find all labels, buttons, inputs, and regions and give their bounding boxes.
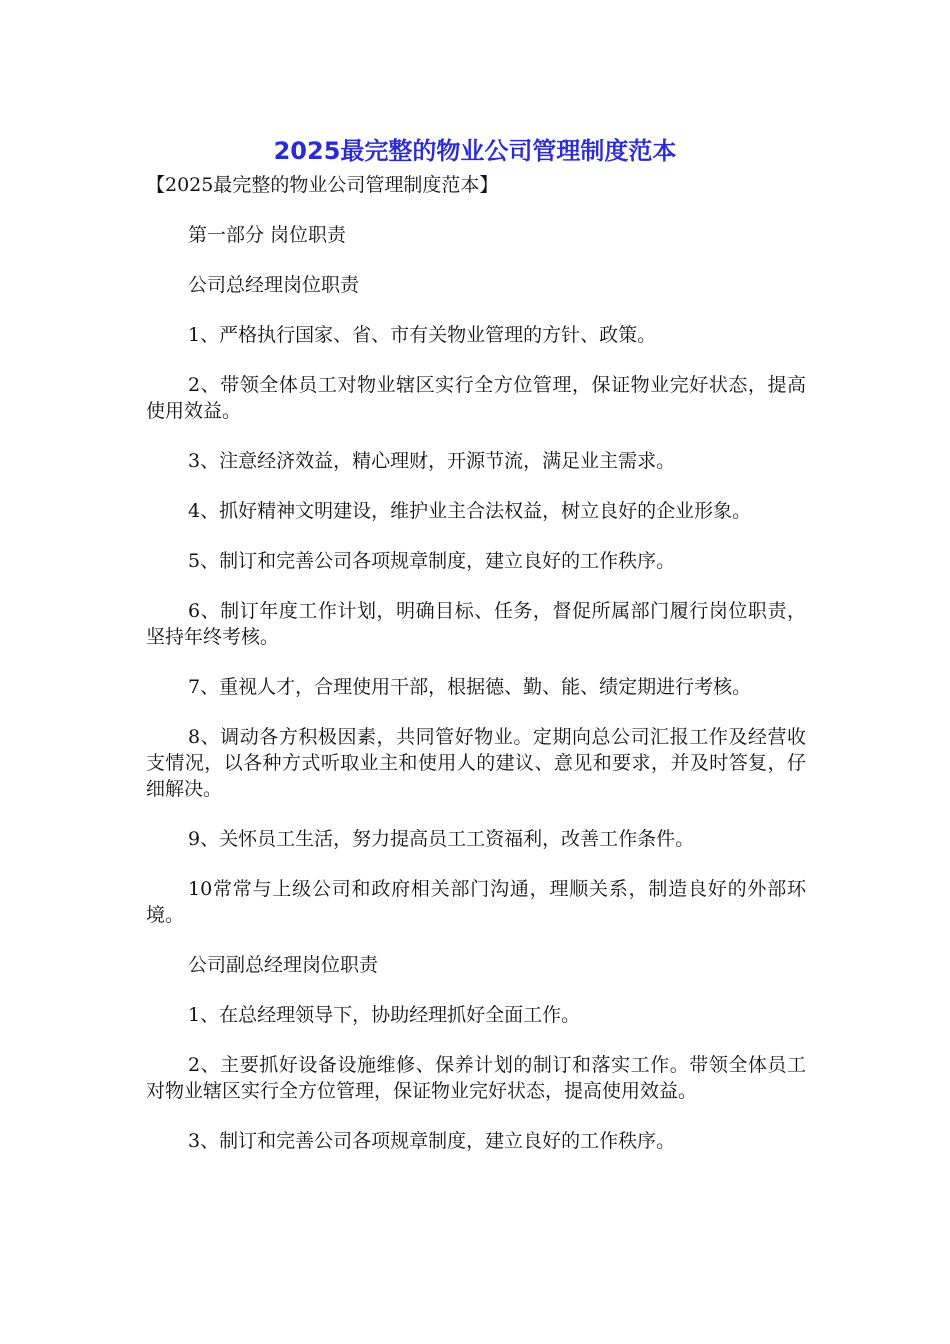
duty-item: 1、严格执行国家、省、市有关物业管理的方针、政策。 bbox=[188, 324, 657, 346]
duty-item: 6、制订年度工作计划，明确目标、任务，督促所属部门履行岗位职责，坚持年终考核。 bbox=[146, 600, 806, 648]
duty-item: 3、注意经济效益，精心理财，开源节流，满足业主需求。 bbox=[188, 450, 676, 472]
duty-item: 7、重视人才，合理使用干部，根据德、勤、能、绩定期进行考核。 bbox=[188, 676, 752, 698]
subsection-heading-general-manager: 公司总经理岗位职责 bbox=[188, 274, 360, 296]
duty-item: 2、带领全体员工对物业辖区实行全方位管理，保证物业完好状态，提高使用效益。 bbox=[146, 374, 806, 422]
section-heading-part-one: 第一部分 岗位职责 bbox=[188, 224, 347, 246]
duty-item: 8、调动各方积极因素，共同管好物业。定期向总公司汇报工作及经营收支情况，以各种方式听取业主和使用人的建议、意见和要求，并及时答复，仔细解决。 bbox=[146, 726, 806, 800]
document-title: 2025最完整的物业公司管理制度范本 bbox=[273, 137, 677, 165]
duty-item: 4、抓好精神文明建设，维护业主合法权益，树立良好的企业形象。 bbox=[188, 500, 752, 522]
subsection-heading-deputy-manager: 公司副总经理岗位职责 bbox=[188, 954, 379, 976]
duty-item: 10常常与上级公司和政府相关部门沟通，理顺关系，制造良好的外部环境。 bbox=[146, 878, 806, 926]
document-body bbox=[146, 172, 806, 1178]
duty-item: 1、在总经理领导下，协助经理抓好全面工作。 bbox=[188, 1004, 581, 1026]
document-heading-bracketed: 【2025最完整的物业公司管理制度范本】 bbox=[146, 174, 499, 196]
duty-item: 9、关怀员工生活，努力提高员工工资福利，改善工作条件。 bbox=[188, 828, 695, 850]
duty-item: 3、制订和完善公司各项规章制度，建立良好的工作秩序。 bbox=[188, 1130, 676, 1152]
duty-item: 2、主要抓好设备设施维修、保养计划的制订和落实工作。带领全体员工对物业辖区实行全方位管理，保证物业完好状态，提高使用效益。 bbox=[146, 1054, 806, 1102]
duty-item: 5、制订和完善公司各项规章制度，建立良好的工作秩序。 bbox=[188, 550, 676, 572]
